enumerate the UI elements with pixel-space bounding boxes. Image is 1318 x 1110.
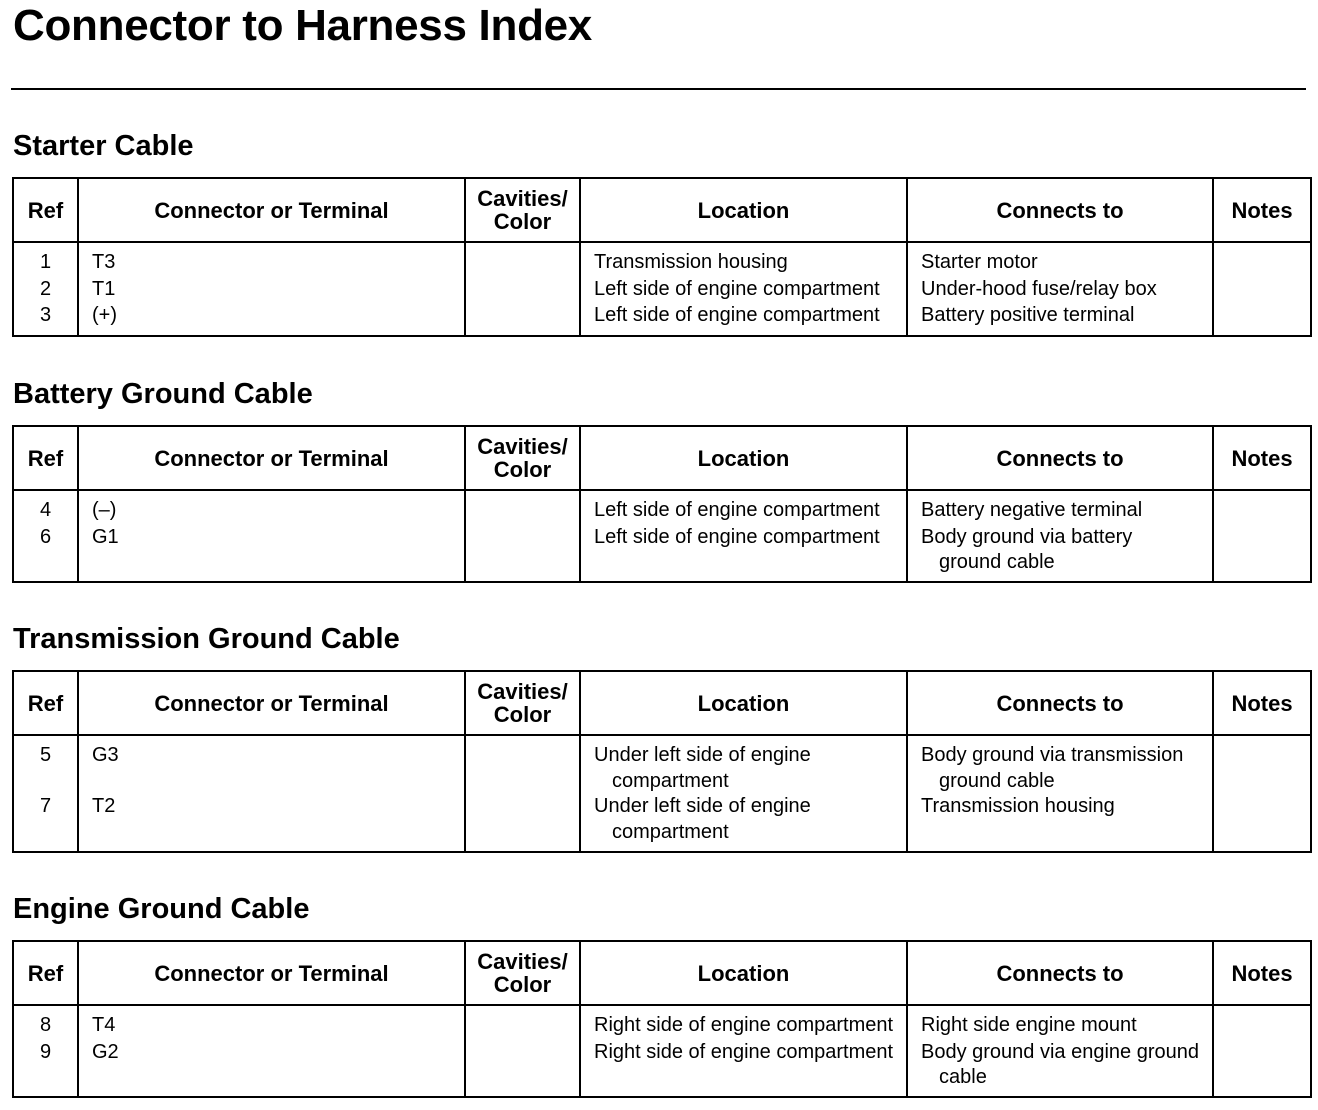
connects-to-value: Body ground via engine ground <box>921 1040 1199 1063</box>
connects-to-cell <box>907 735 1213 852</box>
header-connects-to: Connects to <box>907 671 1213 735</box>
location-value: Under left side of engine <box>594 744 811 766</box>
connector-cell <box>78 1005 465 1097</box>
ref-cell <box>13 490 78 582</box>
ref-cell <box>13 735 78 852</box>
ref-value: 9 <box>39 1040 52 1063</box>
connects-to-value: ground cable <box>939 769 1055 792</box>
connects-to-value: Battery negative terminal <box>921 499 1143 521</box>
connector-value: (+) <box>92 304 117 326</box>
location-value: Transmission housing <box>594 251 788 273</box>
connects-to-value: Transmission housing <box>921 795 1115 817</box>
cavities-cell <box>465 735 580 852</box>
location-value: Right side of engine compartment <box>594 1014 894 1036</box>
section-title: Engine Ground Cable <box>13 893 310 925</box>
header-connector: Connector or Terminal <box>78 426 465 490</box>
location-value <box>581 1065 906 1090</box>
location-value: compartment <box>612 820 729 843</box>
header-ref: Ref <box>13 178 78 242</box>
header-ref: Ref <box>13 426 78 490</box>
connects-to-value: ground cable <box>939 551 1055 573</box>
header-connects-to: Connects to <box>907 178 1213 242</box>
ref-value: 2 <box>39 277 52 300</box>
connector-cell <box>78 490 465 582</box>
header-row <box>13 671 1311 735</box>
connects-to-cell <box>907 1005 1213 1097</box>
header-cavities-color <box>465 671 580 735</box>
connects-to-value: Battery positive terminal <box>921 304 1135 326</box>
table-body-row <box>13 242 1311 336</box>
header-color: Color <box>493 457 552 482</box>
connects-to-cell <box>907 490 1213 582</box>
connector-cell <box>78 735 465 852</box>
header-row <box>13 941 1311 1005</box>
connects-to-value: cable <box>939 1066 987 1088</box>
connector-value: T3 <box>92 251 116 273</box>
ref-value: 4 <box>39 499 52 521</box>
header-connector: Connector or Terminal <box>78 941 465 1005</box>
notes-cell <box>1213 242 1311 336</box>
header-cavities: Cavities/ <box>477 434 568 459</box>
header-connects-to: Connects to <box>907 941 1213 1005</box>
ref-cell <box>13 1005 78 1097</box>
harness-table <box>12 940 1312 1098</box>
header-cavities: Cavities/ <box>477 679 568 704</box>
connects-to-cell <box>907 242 1213 336</box>
cavities-cell <box>465 1005 580 1097</box>
header-color: Color <box>493 209 552 234</box>
connector-value: T1 <box>92 277 116 300</box>
ref-value: 8 <box>39 1014 52 1036</box>
table-body-row <box>13 735 1311 852</box>
location-value: Left side of engine compartment <box>594 525 880 548</box>
location-value: Left side of engine compartment <box>594 304 880 326</box>
location-value <box>581 550 906 575</box>
connector-cell <box>78 242 465 336</box>
location-cell <box>580 1005 907 1097</box>
header-ref: Ref <box>13 671 78 735</box>
location-value: Under left side of engine <box>594 795 811 817</box>
header-connects-to: Connects to <box>907 426 1213 490</box>
harness-table <box>12 670 1312 853</box>
header-cavities-color <box>465 426 580 490</box>
ref-value: 3 <box>39 304 52 326</box>
title-divider <box>11 88 1306 90</box>
header-connector: Connector or Terminal <box>78 671 465 735</box>
connector-value: T4 <box>92 1014 116 1036</box>
connects-to-value: Body ground via transmission <box>921 744 1184 766</box>
ref-value: 1 <box>39 251 52 273</box>
location-value: Left side of engine compartment <box>594 277 880 300</box>
header-ref: Ref <box>13 941 78 1005</box>
header-cavities: Cavities/ <box>477 186 568 211</box>
notes-cell <box>1213 1005 1311 1097</box>
table-body-row <box>13 490 1311 582</box>
location-value: Right side of engine compartment <box>594 1040 894 1063</box>
section-title: Starter Cable <box>13 130 194 162</box>
header-notes: Notes <box>1213 941 1311 1005</box>
connector-value: T2 <box>92 795 116 817</box>
location-value: compartment <box>612 769 729 792</box>
ref-cell <box>13 242 78 336</box>
location-value: Left side of engine compartment <box>594 499 880 521</box>
harness-table <box>12 177 1312 337</box>
header-location: Location <box>580 671 907 735</box>
ref-value: 5 <box>39 744 52 766</box>
header-color: Color <box>493 702 552 727</box>
ref-value: 6 <box>39 525 52 548</box>
page-title: Connector to Harness Index <box>13 1 592 50</box>
header-cavities-color <box>465 178 580 242</box>
connects-to-value: Right side engine mount <box>921 1014 1137 1036</box>
connects-to-value <box>908 820 1212 845</box>
harness-table <box>12 425 1312 583</box>
notes-cell <box>1213 735 1311 852</box>
connects-to-value: Under-hood fuse/relay box <box>921 277 1157 300</box>
cavities-cell <box>465 242 580 336</box>
header-cavities: Cavities/ <box>477 949 568 974</box>
section-title: Transmission Ground Cable <box>13 623 400 655</box>
header-color: Color <box>493 972 552 997</box>
cavities-cell <box>465 490 580 582</box>
header-notes: Notes <box>1213 426 1311 490</box>
header-row <box>13 426 1311 490</box>
section-title: Battery Ground Cable <box>13 378 313 410</box>
location-cell <box>580 735 907 852</box>
header-cavities-color <box>465 941 580 1005</box>
header-location: Location <box>580 426 907 490</box>
table-body-row <box>13 1005 1311 1097</box>
header-row <box>13 178 1311 242</box>
notes-cell <box>1213 490 1311 582</box>
connector-value: G2 <box>92 1040 119 1063</box>
connector-value: G1 <box>92 525 119 548</box>
connector-value: (–) <box>92 499 117 521</box>
header-location: Location <box>580 941 907 1005</box>
connects-to-value: Body ground via battery <box>921 525 1133 548</box>
header-notes: Notes <box>1213 178 1311 242</box>
location-cell <box>580 242 907 336</box>
header-notes: Notes <box>1213 671 1311 735</box>
header-location: Location <box>580 178 907 242</box>
connects-to-value: Starter motor <box>921 251 1038 273</box>
connector-value: G3 <box>92 744 119 766</box>
ref-value: 7 <box>39 795 52 817</box>
header-connector: Connector or Terminal <box>78 178 465 242</box>
location-cell <box>580 490 907 582</box>
